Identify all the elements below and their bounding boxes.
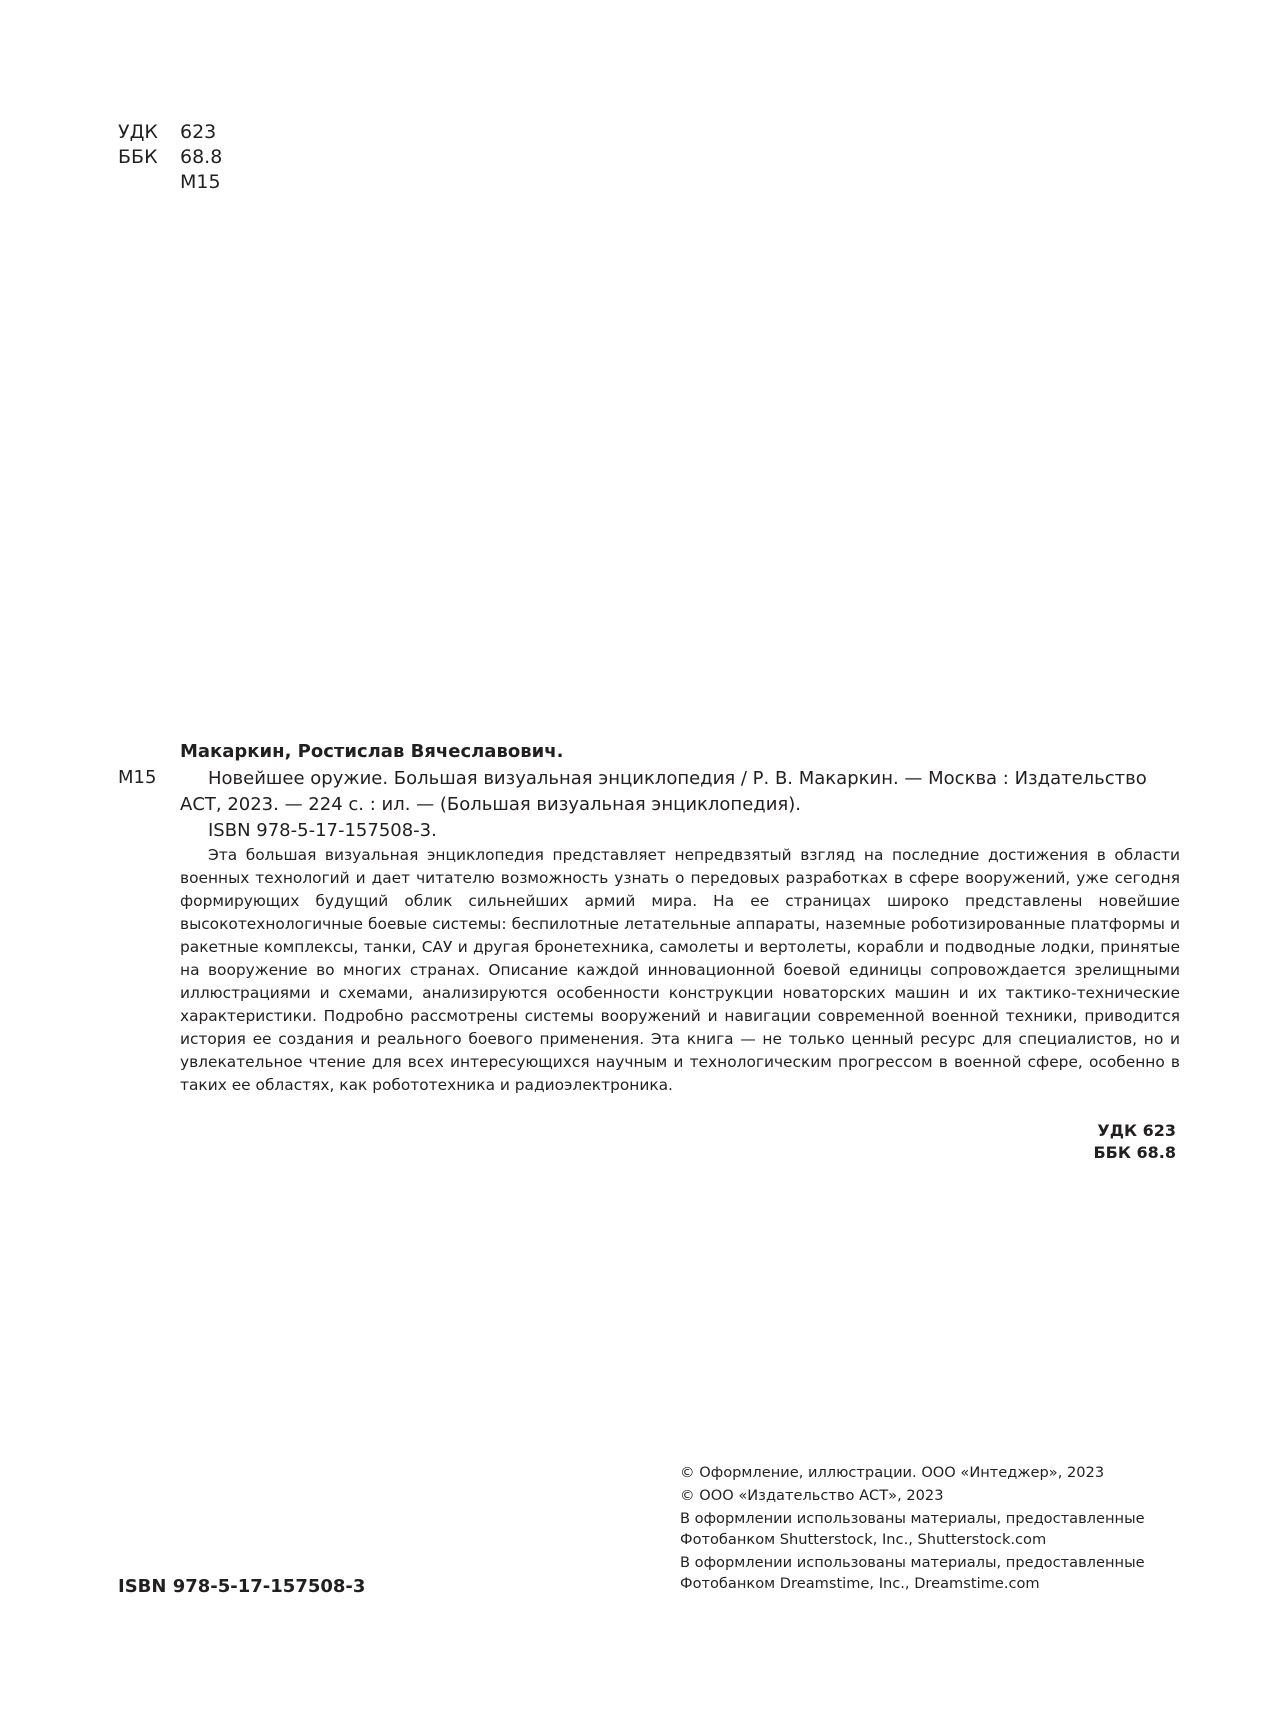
record-isbn: ISBN 978-5-17-157508-3. <box>208 820 437 841</box>
classification-block <box>118 120 222 195</box>
udk-row <box>118 120 222 145</box>
author-mark-row <box>118 170 222 195</box>
credit-line: © Оформление, иллюстрации. ООО «Интеджер», 2023 <box>680 1464 1105 1481</box>
bibliographic-reference: Новейшее оружие. Большая визуальная энциклопедия / Р. В. Макаркин. — Москва : Издательство АСТ, 2023. — 224 с. : ил. — (Большая визуальная энциклопедия). <box>180 768 1147 815</box>
udk-label: УДК <box>118 121 158 143</box>
isbn-bottom: ISBN 978-5-17-157508-3 <box>118 1576 366 1597</box>
credit-line: В оформлении использованы материалы, предоставленные Фотобанком Shutterstock, Inc., Shutterstock.com <box>680 1510 1145 1548</box>
author-mark: М15 <box>180 171 221 193</box>
udk-full: УДК 623 <box>1097 1121 1176 1140</box>
bbk-label: ББК <box>118 146 158 168</box>
bbk-full: ББК 68.8 <box>1093 1143 1176 1162</box>
classification-codes-right <box>1093 1120 1176 1164</box>
credit-line: В оформлении использованы материалы, предоставленные Фотобанком Dreamstime, Inc., Dreamstime.com <box>680 1554 1145 1592</box>
credit-line: © ООО «Издательство АСТ», 2023 <box>680 1487 944 1504</box>
record-author-mark: М15 <box>118 767 157 788</box>
bbk-value: 68.8 <box>180 146 223 168</box>
udk-value: 623 <box>180 121 217 143</box>
copyright-credits <box>680 1462 1200 1596</box>
bbk-row <box>118 145 222 170</box>
author-name: Макаркин, Ростислав Вячеславович. <box>180 741 564 762</box>
abstract-text: Эта большая визуальная энциклопедия представляет непредвзятый взгляд на последние достижения в области военных технологий и дает читателю возможность узнать о передовых разработках в сфере вооружений, уже сегодня формирующих будущий облик сильнейших армий мира. На ее страницах широко представлены новейшие высокотехнологичные боевые системы: беспилотные летательные аппараты, наземные роботизированные платформы и ракетные комплексы, танки, САУ и другая бронетехника, самолеты и вертолеты, корабли и подводные лодки, принятые на вооружение во многих странах. Описание каждой инновационной боевой единицы сопровождается зрелищными иллюстрациями и схемами, анализируются особенности конструкции новаторских машин и их тактико-технические характеристики. Подробно рассмотрены системы вооружений и навигации современной военной техники, приводится история ее создания и реального боевого применения. Эта книга — не только ценный ресурс для специалистов, но и увлекательное чтение для всех интересующихся научным и технологическим прогрессом в военной сфере, особенно в таких ее областях, как робототехника и радиоэлектроника. <box>180 846 1180 1094</box>
